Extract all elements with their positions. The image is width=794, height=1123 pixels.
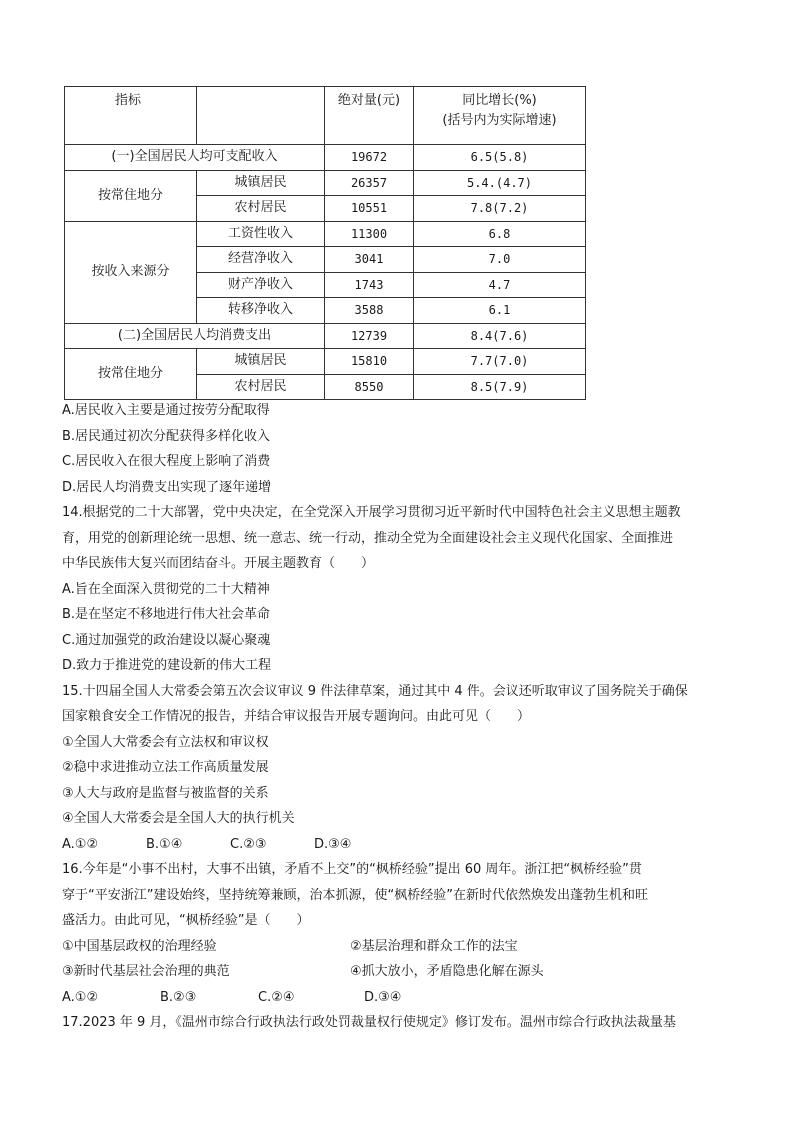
table-row: [65, 221, 586, 247]
option-d[interactable]: D.致力于推进党的建设新的伟大工程: [62, 658, 272, 673]
table-row: [65, 145, 586, 171]
row-label: (二)全国居民人均消费支出: [65, 323, 325, 349]
header-growth-title: 同比增长(%): [462, 93, 537, 108]
choice-b[interactable]: B.②③: [160, 989, 197, 1005]
q16-statements-row: [62, 934, 742, 960]
q14-stem-line: 14.根据党的二十大部署，党中央决定，在全党深入开展学习贯彻习近平新时代中国特色社会主义思想主题教: [62, 505, 681, 520]
row-growth: 4.7: [414, 272, 586, 298]
row-value: 15810: [325, 349, 414, 375]
option-d[interactable]: D.居民人均消费支出实现了逐年递增: [62, 479, 272, 495]
group-label: 按收入来源分: [65, 221, 197, 323]
q16-stem-line: 穿于“平安浙江”建设始终，坚持统筹兼顾，治本抓源，使“枫桥经验”在新时代依然焕发出蓬勃生机和旺: [62, 887, 648, 903]
statement-4: ④抓大放小，矛盾隐患化解在源头: [350, 964, 544, 979]
statement-4: ④全国人大常委会是全国人大的执行机关: [62, 811, 295, 826]
statement-3: ③新时代基层社会治理的典范: [62, 964, 230, 979]
group-label: 按常住地分: [65, 349, 197, 400]
q15-choices: [62, 832, 742, 858]
row-growth: 6.1: [414, 298, 586, 324]
option-c[interactable]: C.居民收入在很大程度上影响了消费: [62, 454, 271, 469]
row-value: 19672: [325, 145, 414, 171]
choice-a[interactable]: A.①②: [62, 836, 99, 852]
row-label: 经营净收入: [197, 247, 325, 273]
row-value: 3588: [325, 298, 414, 324]
q14-stem-line: 育，用党的创新理论统一思想、统一意志、统一行动，推动全党为全面建设社会主义现代化国家、全面推进: [62, 530, 674, 546]
row-label: 农村居民: [197, 196, 325, 222]
table-row: [65, 170, 586, 196]
row-label: 财产净收入: [197, 272, 325, 298]
row-growth: 8.4(7.6): [414, 323, 586, 349]
q16-stem-line: 16.今年是“小事不出村，大事不出镇，矛盾不上交”的“枫桥经验”提出 60 周年。浙江把“枫桥经验”贯: [62, 862, 642, 877]
statement-3: ③人大与政府是监督与被监督的关系: [62, 785, 269, 801]
option-a[interactable]: A.旨在全面深入贯彻党的二十大精神: [62, 581, 270, 597]
row-label: 城镇居民: [197, 349, 325, 375]
choice-c[interactable]: C.②③: [230, 836, 267, 852]
header-growth-note: (括号内为实际增速): [442, 113, 557, 128]
header-absolute: 绝对量(元): [325, 87, 414, 145]
row-growth: 5.4.(4.7): [414, 170, 586, 196]
row-value: 10551: [325, 196, 414, 222]
option-b[interactable]: B.是在坚定不移地进行伟大社会革命: [62, 607, 271, 622]
q17: [62, 1010, 742, 1036]
statement-2: ②稳中求进推动立法工作高质量发展: [62, 760, 269, 775]
q15-stem-line: 国家粮食安全工作情况的报告，并结合审议报告开展专题询问。由此可见（ ）: [62, 709, 531, 724]
statement-1: ①全国人大常委会有立法权和审议权: [62, 734, 269, 750]
questions: [62, 398, 742, 1036]
q16-choices: [62, 985, 742, 1011]
row-label: 农村居民: [197, 374, 325, 400]
option-a[interactable]: A.居民收入主要是通过按劳分配取得: [62, 403, 270, 418]
q16-stem-line: 盛活力。由此可见，“枫桥经验”是（ ）: [62, 913, 310, 928]
choice-b[interactable]: B.①④: [146, 836, 183, 852]
row-label: (一)全国居民人均可支配收入: [65, 145, 325, 171]
row-growth: 6.5(5.8): [414, 145, 586, 171]
q15: [62, 679, 742, 858]
q13-options: [62, 398, 742, 500]
q15-stem-line: 15.十四届全国人大常委会第五次会议审议 9 件法律草案，通过其中 4 件。会议还听取审议了国务院关于确保: [62, 683, 688, 699]
row-value: 1743: [325, 272, 414, 298]
row-value: 8550: [325, 374, 414, 400]
choice-a[interactable]: A.①②: [62, 989, 99, 1005]
row-value: 11300: [325, 221, 414, 247]
row-label: 工资性收入: [197, 221, 325, 247]
row-growth: 7.8(7.2): [414, 196, 586, 222]
q17-stem-line: 17.2023 年 9 月，《温州市综合行政执法行政处罚裁量权行使规定》修订发布。温州市综合行政执法裁量基: [62, 1015, 676, 1030]
statement-2: ②基层治理和群众工作的法宝: [350, 938, 518, 954]
income-consumption-table: [64, 86, 586, 400]
row-growth: 6.8: [414, 221, 586, 247]
table-row: [65, 349, 586, 375]
header-growth: [414, 87, 586, 145]
choice-d[interactable]: D.③④: [314, 836, 352, 852]
option-c[interactable]: C.通过加强党的政治建设以凝心聚魂: [62, 632, 271, 648]
statement-1: ①中国基层政权的治理经验: [62, 938, 217, 954]
q14: [62, 500, 742, 679]
row-label: 城镇居民: [197, 170, 325, 196]
choice-d[interactable]: D.③④: [364, 989, 402, 1005]
row-value: 3041: [325, 247, 414, 273]
table-row: [65, 323, 586, 349]
header-empty: [197, 87, 325, 145]
q14-stem-line: 中华民族伟大复兴而团结奋斗。开展主题教育（ ）: [62, 556, 375, 571]
row-growth: 7.7(7.0): [414, 349, 586, 375]
q16-statements-row: [62, 959, 742, 985]
row-growth: 7.0: [414, 247, 586, 273]
header-indicator: 指标: [65, 87, 197, 145]
choice-c[interactable]: C.②④: [258, 989, 295, 1005]
option-b[interactable]: B.居民通过初次分配获得多样化收入: [62, 428, 271, 444]
row-label: 转移净收入: [197, 298, 325, 324]
row-value: 26357: [325, 170, 414, 196]
row-value: 12739: [325, 323, 414, 349]
q16: [62, 857, 742, 1010]
row-growth: 8.5(7.9): [414, 374, 586, 400]
group-label: 按常住地分: [65, 170, 197, 221]
